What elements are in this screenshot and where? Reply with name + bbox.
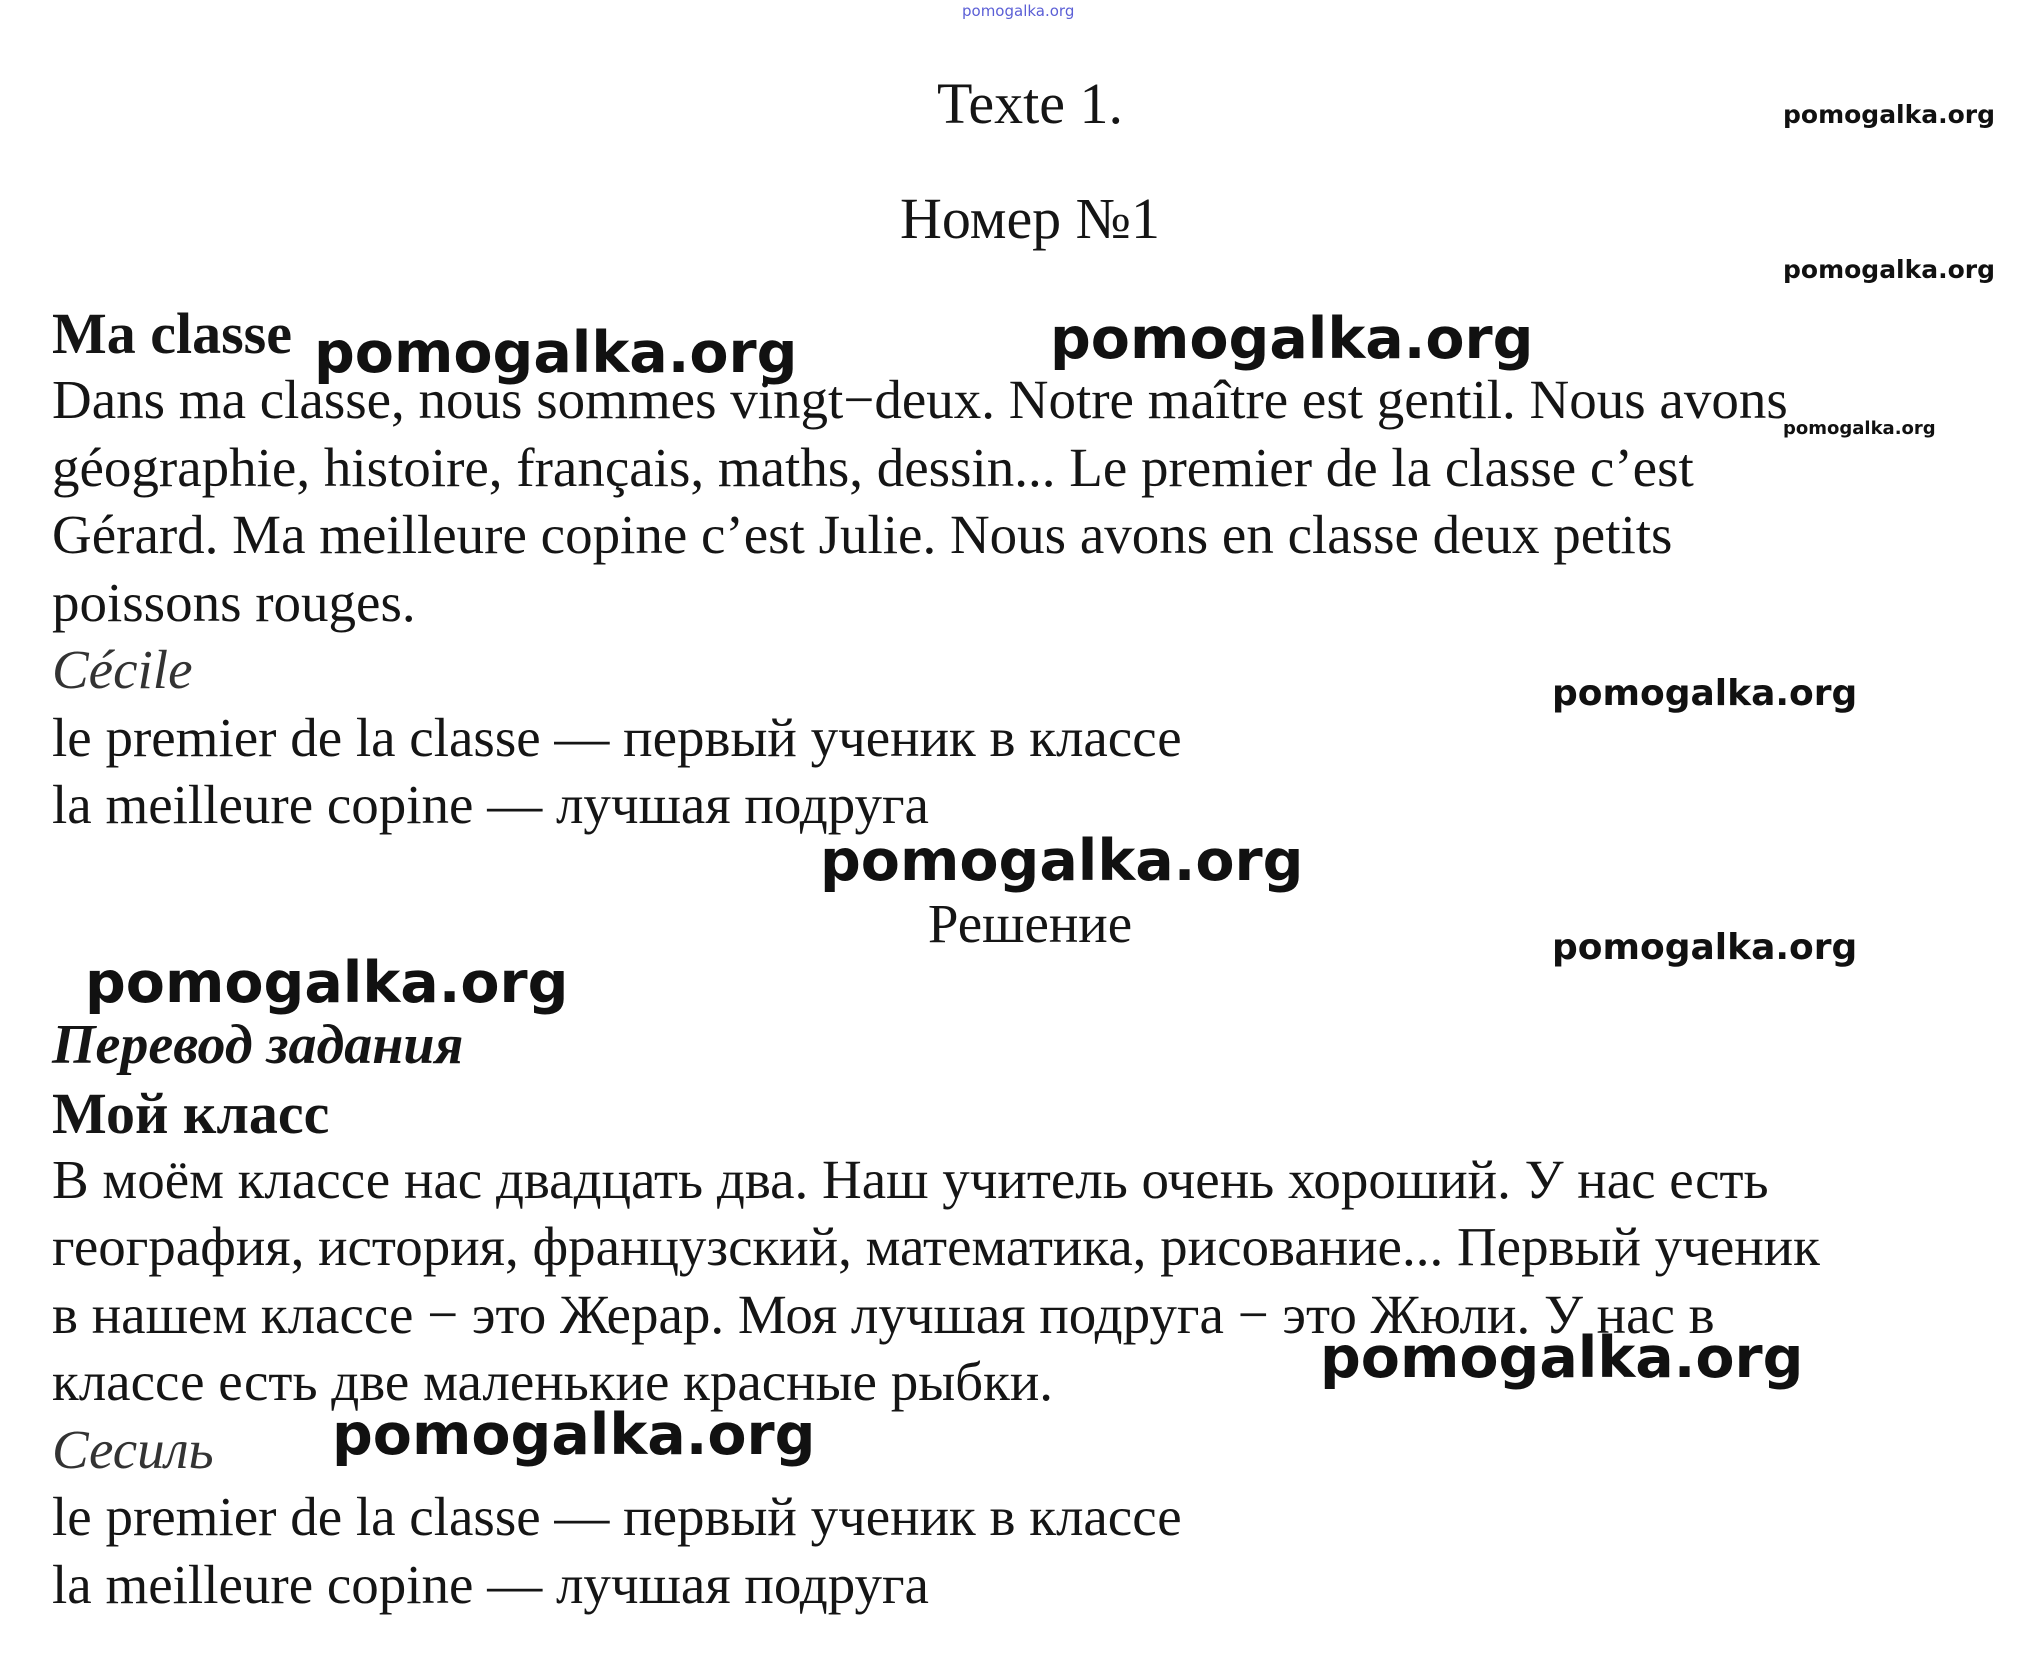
french-line: Dans ma classe, nous sommes vingt−deux. Notre maître est gentil. Nous avons: [52, 369, 1788, 430]
vocab-line: la meilleure copine — лучшая подруга: [52, 774, 929, 835]
french-line: géographie, histoire, français, maths, dessin... Le premier de la classe c’est: [52, 437, 1694, 498]
watermark: pomogalka.org: [1050, 306, 1534, 372]
french-line: Gérard. Ma meilleure copine c’est Julie. Nous avons en classe deux petits: [52, 504, 1673, 565]
watermark: pomogalka.org: [1552, 927, 1858, 968]
vocab-line: la meilleure copine — лучшая подруга: [52, 1554, 929, 1615]
french-title: Ma classe: [52, 301, 292, 366]
watermark: pomogalka.org: [1552, 673, 1858, 714]
watermark: pomogalka.org: [1783, 418, 1936, 439]
translation-line: классе есть две маленькие красные рыбки.: [52, 1351, 1054, 1412]
translation-line: география, история, французский, математика, рисование... Первый ученик: [52, 1216, 1820, 1277]
translation-line: В моём классе нас двадцать два. Наш учитель очень хороший. У нас есть: [52, 1149, 1769, 1210]
watermark: pomogalka.org: [332, 1402, 816, 1468]
watermark: pomogalka.org: [1320, 1325, 1804, 1391]
watermark: pomogalka.org: [1783, 255, 1996, 284]
solution-label: Решение: [927, 893, 1133, 954]
watermark: pomogalka.org: [85, 950, 569, 1016]
translation-title: Мой класс: [52, 1081, 330, 1146]
page-heading: Texte 1.: [937, 71, 1123, 136]
watermark: pomogalka.org: [1783, 100, 1996, 129]
vocab-line: le premier de la classe — первый ученик в классе: [52, 1486, 1182, 1547]
exercise-number: Номер №1: [899, 186, 1161, 251]
french-signature: Cécile: [52, 639, 193, 700]
watermark-top: pomogalka.org: [962, 2, 1075, 20]
watermark: pomogalka.org: [820, 828, 1304, 894]
french-line: poissons rouges.: [52, 572, 416, 633]
vocab-line: le premier de la classe — первый ученик в классе: [52, 707, 1182, 768]
watermark: pomogalka.org: [314, 320, 798, 386]
translation-line: в нашем классе − это Жерар. Моя лучшая подруга − это Жюли. У нас в: [52, 1284, 1715, 1345]
translation-signature: Сесиль: [52, 1419, 214, 1480]
translation-header: Перевод задания: [52, 1014, 464, 1076]
